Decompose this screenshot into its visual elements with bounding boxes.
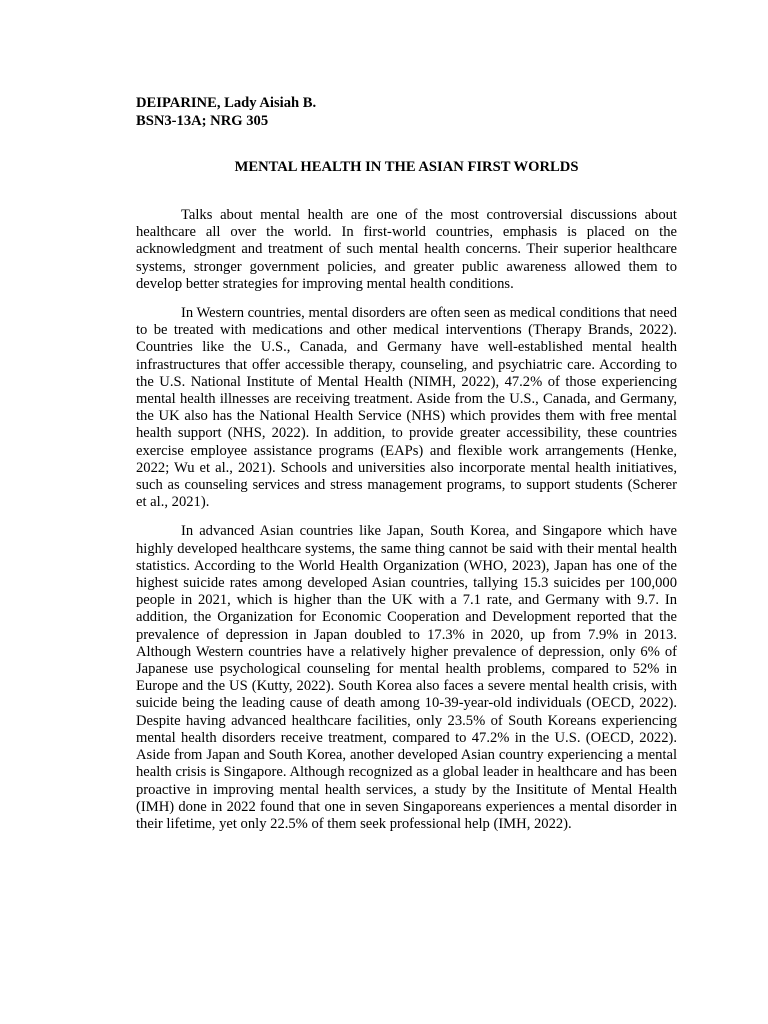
document-title: MENTAL HEALTH IN THE ASIAN FIRST WORLDS	[234, 159, 579, 175]
author-block	[136, 94, 677, 130]
course-code: BSN3-13A; NRG 305	[136, 113, 269, 129]
document-page	[136, 94, 677, 845]
paragraph-western-countries: In Western countries, mental disorders are often seen as medical conditions that need to be treated with medications and other medical interventions (Therapy Brands, 2022). Countries like the U.S., Canada, and Germany have well-established mental health infrastructures that offer accessible therapy, counseling, and psychiatric care. According to the U.S. National Institute of Mental Health (NIMH, 2022), 47.2% of those experiencing mental health illnesses are receiving treatment. Aside from the U.S., Canada, and Germany, the UK also has the National Health Service (NHS) which provides them with free mental health support (NHS, 2022). In addition, to provide greater accessibility, these countries exercise employee assistance programs (EAPs) and flexible work arrangements (Henke, 2022; Wu et al., 2021). Schools and universities also incorporate mental health initiatives, such as counseling services and stress management programs, to support students (Scherer et al., 2021).	[136, 305, 677, 511]
paragraph-asian-countries: In advanced Asian countries like Japan, South Korea, and Singapore which have highly developed healthcare systems, the same thing cannot be said with their mental health statistics. According to the World Health Organization (WHO, 2023), Japan has one of the highest suicide rates among developed Asian countries, tallying 15.3 suicides per 100,000 people in 2021, which is higher than the UK with a 7.1 rate, and Germany with 9.7. In addition, the Organization for Economic Cooperation and Development reported that the prevalence of depression in Japan doubled to 17.3% in 2020, up from 7.9% in 2013. Although Western countries have a relatively higher prevalence of depression, only 6% of Japanese use psychological counseling for mental health problems, compared to 52% in Europe and the US (Kutty, 2022). South Korea also faces a severe mental health crisis, with suicide being the leading cause of death among 10-39-year-old individuals (OECD, 2022). Despite having advanced healthcare facilities, only 23.5% of South Koreans experiencing mental health disorders receive treatment, compared to 47.2% in the U.S. (OECD, 2022). Aside from Japan and South Korea, another developed Asian country experiencing a mental health crisis is Singapore. Although recognized as a global leader in healthcare and has been proactive in improving mental health services, a study by the Insititute of Mental Health (IMH) done in 2022 found that one in seven Singaporeans experiences a mental disorder in their lifetime, yet only 22.5% of them seek professional help (IMH, 2022).	[136, 523, 677, 832]
paragraph-intro: Talks about mental health are one of the most controversial discussions about healthcare all over the world. In first-world countries, emphasis is placed on the acknowledgment and treatment of such mental health concerns. Their superior healthcare systems, stronger government policies, and greater public awareness allowed them to develop better strategies for improving mental health conditions.	[136, 207, 677, 292]
author-name: DEIPARINE, Lady Aisiah B.	[136, 95, 317, 111]
document-body	[136, 207, 677, 833]
